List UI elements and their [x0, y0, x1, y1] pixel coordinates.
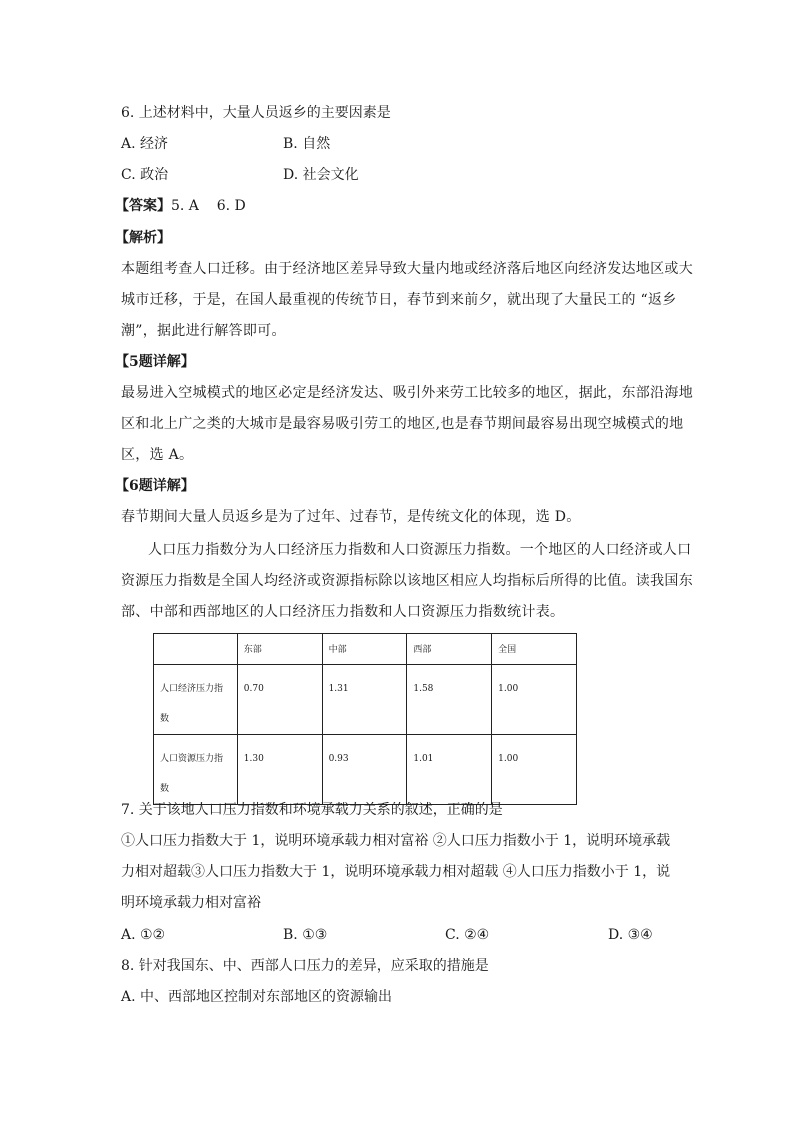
q7-option-c: C. ②④: [445, 927, 490, 943]
table-cell: 1.30: [237, 735, 322, 805]
q7-option-d: D. ③④: [608, 927, 653, 943]
q6-stem: 6. 上述材料中，大量人员返乡的主要因素是: [121, 105, 391, 121]
q6-option-d: D. 社会文化: [283, 167, 359, 183]
detail5-line-2: 区和北上广之类的大城市是最容易吸引劳工的地区,也是春节期间最容易出现空城模式的地: [121, 416, 684, 432]
q8-option-a: A. 中、西部地区控制对东部地区的资源输出: [121, 989, 393, 1005]
analysis-line-2: 城市迁移，于是，在国人最重视的传统节日，春节到来前夕，就出现了大量民工的 “返乡: [121, 292, 677, 308]
detail5-line-3: 区，选 A。: [121, 447, 194, 463]
table-header-cell: [154, 634, 238, 665]
passage-line-1: 人口压力指数分为人口经济压力指数和人口资源压力指数。一个地区的人口经济或人口: [148, 542, 692, 558]
passage-line-3: 部、中部和西部地区的人口经济压力指数和人口资源压力指数统计表。: [121, 604, 565, 620]
table-row: [154, 665, 577, 735]
table-header-row: [154, 634, 577, 665]
passage-line-2: 资源压力指数是全国人均经济或资源指标除以该地区相应人均指标后所得的比值。读我国东: [121, 573, 693, 589]
q7-statement-line-1: ①人口压力指数大于 1，说明环境承载力相对富裕 ②人口压力指数小于 1，说明环境承载: [121, 833, 671, 849]
detail6-label: 【6题详解】: [115, 478, 195, 494]
pressure-index-table: [153, 633, 577, 805]
table-cell: 1.00: [492, 735, 577, 805]
q7-statement-line-3: 明环境承载力相对富裕: [121, 895, 261, 911]
table-cell: 1.31: [322, 665, 407, 735]
detail5-line-1: 最易进入空城模式的地区必定是经济发达、吸引外来劳工比较多的地区，据此，东部沿海地: [121, 385, 693, 401]
q7-statement-line-2: 力相对超载③人口压力指数大于 1，说明环境承载力相对超载 ④人口压力指数小于 1，说: [121, 864, 671, 880]
table-row-label: 人口资源压力指 数: [154, 735, 238, 805]
table-cell: 1.58: [407, 665, 492, 735]
answer-text: 5. A 6. D: [171, 198, 246, 214]
q7-stem: 7. 关于该地人口压力指数和环境承载力关系的叙述，正确的是: [121, 802, 503, 818]
table-header-cell: 西部: [407, 634, 492, 665]
answer-label: 【答案】: [115, 198, 171, 214]
q6-option-b: B. 自然: [283, 136, 331, 152]
table-header-cell: 中部: [322, 634, 407, 665]
q6-option-c: C. 政治: [121, 167, 169, 183]
table-header-cell: 东部: [237, 634, 322, 665]
table-cell: 1.01: [407, 735, 492, 805]
table-row-label: 人口经济压力指 数: [154, 665, 238, 735]
table-cell: 0.70: [237, 665, 322, 735]
q7-option-b: B. ①③: [283, 927, 328, 943]
detail5-label: 【5题详解】: [115, 354, 195, 370]
detail6-line: 春节期间大量人员返乡是为了过年、过春节，是传统文化的体现，选 D。: [121, 509, 581, 525]
answer-line: [115, 197, 246, 215]
analysis-line-1: 本题组考查人口迁移。由于经济地区差异导致大量内地或经济落后地区向经济发达地区或大: [121, 261, 693, 277]
table-cell: 0.93: [322, 735, 407, 805]
table-cell: 1.00: [492, 665, 577, 735]
analysis-line-3: 潮”，据此进行解答即可。: [121, 323, 286, 339]
q8-stem: 8. 针对我国东、中、西部人口压力的差异，应采取的措施是: [121, 958, 489, 974]
table-row: [154, 735, 577, 805]
q6-option-a: A. 经济: [121, 136, 169, 152]
analysis-label: 【解析】: [115, 230, 171, 246]
q7-option-a: A. ①②: [121, 927, 166, 943]
table-header-cell: 全国: [492, 634, 577, 665]
